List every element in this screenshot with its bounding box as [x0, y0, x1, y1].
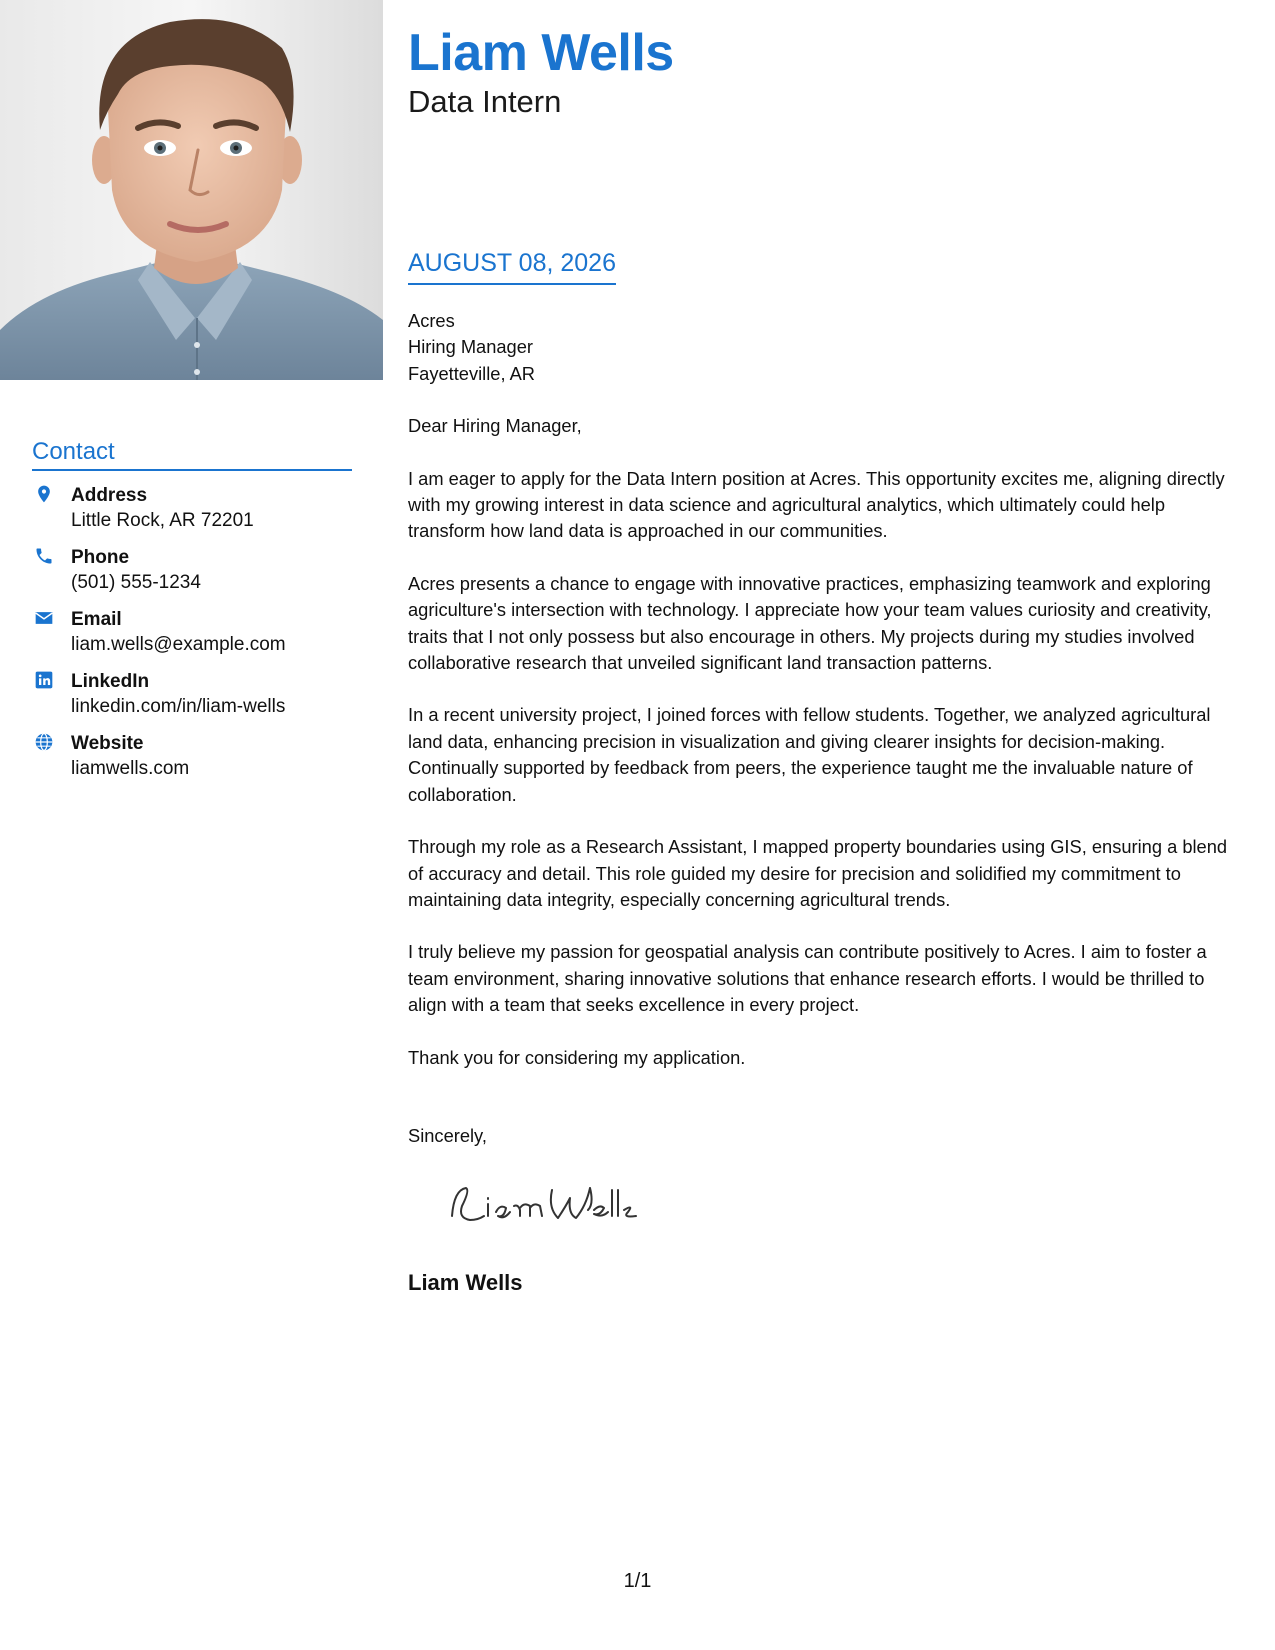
contact-label: Email	[71, 609, 122, 630]
recipient-company: Acres	[408, 310, 455, 331]
paragraph: Through my role as a Research Assistant, I mapped property boundaries using GIS, ensuring a blend of accuracy and detail. This role guided my desire for precision and solidified my commitment to maintaining data integrity, especially concerning agricultural trends.	[408, 836, 1228, 910]
applicant-name: Liam Wells	[408, 24, 674, 82]
contact-label: Phone	[71, 547, 130, 568]
contact-value[interactable]: liam.wells@example.com	[71, 634, 286, 655]
map-pin-icon	[34, 484, 54, 504]
paragraph: I am eager to apply for the Data Intern position at Acres. This opportunity excites me, aligning directly with my growing interest in data science and agricultural analytics, which ultimately could help transform how land data is approached in our communities.	[408, 467, 1225, 542]
sidebar	[32, 438, 352, 793]
contact-phone	[32, 545, 352, 595]
contact-value[interactable]: liamwells.com	[71, 758, 190, 779]
recipient-location: Fayetteville, AR	[408, 362, 536, 384]
profile-photo	[0, 0, 383, 380]
linkedin-icon	[34, 670, 54, 690]
contact-value: (501) 555-1234	[71, 572, 201, 593]
letter-body	[408, 308, 1243, 1149]
recipient-title: Hiring Manager	[408, 336, 533, 358]
contact-label: Address	[71, 485, 148, 506]
paragraph: Acres presents a chance to engage with innovative practices, emphasizing teamwork and exploring agriculture's intersection with technology. I appreciate how your team values curiosity and creativity, traits that I not only possess but also encourage in others. My projects during my studies involved collaborative research that unveiled significant land transaction patterns.	[408, 572, 1212, 674]
recipient-block	[408, 308, 1243, 387]
letter-date: AUGUST 08, 2026	[408, 248, 616, 285]
contact-value: Little Rock, AR 72201	[71, 510, 254, 531]
contact-website	[32, 731, 352, 781]
handwritten-signature	[444, 1176, 644, 1232]
salutation: Dear Hiring Manager,	[408, 415, 582, 437]
contact-value[interactable]: linkedin.com/in/liam-wells	[71, 696, 286, 717]
contact-label: Website	[71, 733, 144, 754]
paragraph: In a recent university project, I joined forces with fellow students. Together, we analyzed agricultural land data, enhancing precision in visualization and giving clearer insights for decision-making. Continually supported by feedback from peers, the experience taught me the invaluable nature of collaboration.	[408, 704, 1211, 805]
envelope-icon	[34, 608, 54, 628]
phone-icon	[34, 546, 54, 566]
contact-label: LinkedIn	[71, 671, 150, 692]
contact-address	[32, 483, 352, 533]
page-number: 1/1	[623, 1570, 652, 1592]
globe-icon	[34, 732, 54, 752]
contact-list	[32, 483, 352, 781]
contact-heading: Contact	[32, 438, 352, 471]
sign-off: Sincerely,	[408, 1124, 487, 1146]
closing-line: Thank you for considering my application.	[408, 1046, 746, 1068]
contact-email	[32, 607, 352, 657]
applicant-role: Data Intern	[408, 84, 562, 119]
contact-linkedin	[32, 669, 352, 719]
signer-name: Liam Wells	[408, 1270, 523, 1295]
paragraph: I truly believe my passion for geospatial analysis can contribute positively to Acres. I aim to foster a team environment, sharing innovative solutions that enhance research efforts. I would be thrilled to align with a team that seeks excellence in every project.	[408, 941, 1207, 1016]
